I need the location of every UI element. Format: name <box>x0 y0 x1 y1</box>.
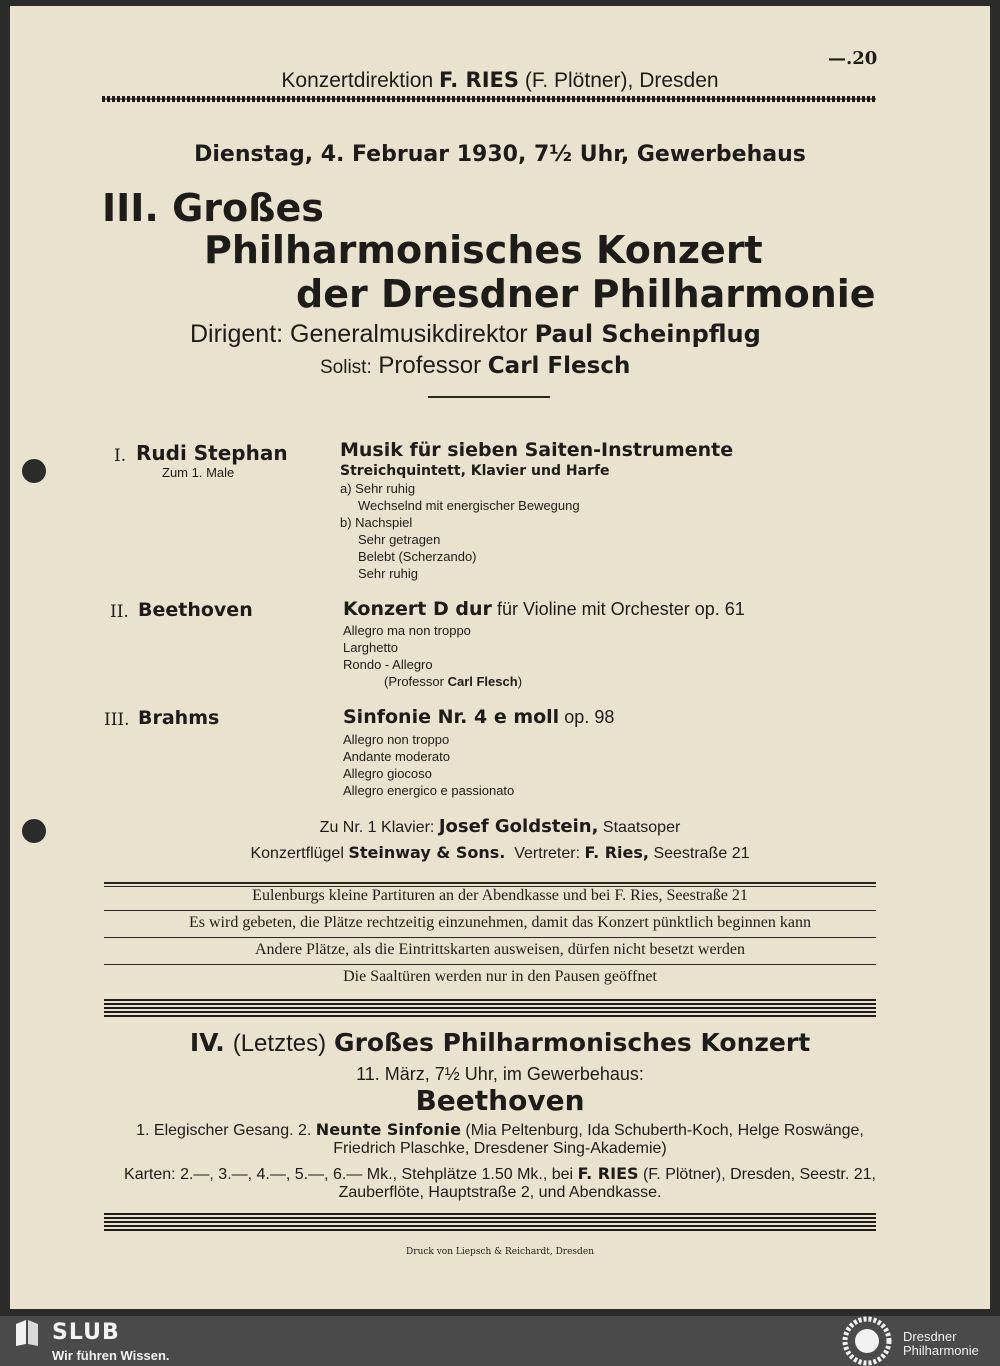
item-3-work: Sinfonie Nr. 4 e moll <box>343 706 560 728</box>
item-2-work: Konzert D dur <box>343 598 492 620</box>
works-prefix: 1. Elegischer Gesang. 2. <box>136 1122 312 1139</box>
punch-hole <box>22 819 46 843</box>
notice-rule <box>104 910 876 911</box>
next-concert-title <box>10 1028 990 1058</box>
item-2-work-line <box>343 598 745 620</box>
piano-name: Josef Goldstein, <box>438 816 599 837</box>
piano-suffix: Staatsoper <box>602 819 681 836</box>
conductor-line <box>190 320 761 349</box>
dresdner-philharmonie-wordmark[interactable] <box>903 1330 979 1358</box>
instrument-credit <box>10 843 990 863</box>
wordmark-line-1: Dresdner <box>903 1329 957 1344</box>
soloist-label: Solist: <box>320 357 372 378</box>
works-highlight: Neunte Sinfonie <box>315 1120 461 1139</box>
printer-credit: Druck von Liepsch & Reichardt, Dresden <box>406 1247 594 1257</box>
slub-tagline: Wir führen Wissen. <box>52 1348 170 1363</box>
next-tickets-line2: Zauberflöte, Hauptstraße 2, und Abendkasse. <box>338 1184 662 1201</box>
item-1-subtitle: Streichquintett, Klavier und Harfe <box>340 463 610 479</box>
item-1-composer: Rudi Stephan <box>136 441 288 465</box>
piano-prefix: Zu Nr. 1 Klavier: <box>319 819 435 836</box>
next-composer: Beethoven <box>415 1084 585 1117</box>
performer-suffix: ) <box>517 674 523 689</box>
next-title: Großes Philharmonisches Konzert <box>334 1028 811 1057</box>
item-3-movement: Andante moderato <box>343 749 450 764</box>
item-3-work-rest: op. 98 <box>564 707 615 727</box>
item-1-number: I. <box>114 446 127 466</box>
conductor-name: Paul Scheinpflug <box>534 320 761 348</box>
notice-rule <box>104 964 876 965</box>
item-2-composer: Beethoven <box>138 599 253 621</box>
notice-rule <box>104 882 876 884</box>
next-date: 11. März, 7½ Uhr, im Gewerbehaus: <box>356 1064 644 1084</box>
title-line-1: III. Großes <box>102 186 324 230</box>
item-3-composer: Brahms <box>138 707 220 729</box>
item-2-movement: Larghetto <box>343 640 398 655</box>
soloist-line <box>320 352 630 380</box>
header-rule <box>102 96 876 102</box>
soloist-name: Carl Flesch <box>487 353 631 379</box>
performer-prefix: (Professor <box>384 674 444 689</box>
item-1-movement: a) Sehr ruhig <box>340 481 416 496</box>
rep-address: Seestraße 21 <box>653 845 750 862</box>
agency-prefix: Konzertdirektion <box>281 69 434 92</box>
item-3-movement: Allegro energico e passionato <box>343 783 515 798</box>
item-1-movement: Wechselnd mit energischer Bewegung <box>358 498 580 513</box>
concert-program-sheet <box>10 6 990 1309</box>
grand-name: Steinway & Sons. <box>348 843 506 862</box>
item-3-movement: Allegro non troppo <box>343 732 450 747</box>
event-date: Dienstag, 4. Februar 1930, 7½ Uhr, Gewerbehaus <box>194 142 806 167</box>
agency-line <box>10 68 990 93</box>
item-1-movement: Sehr getragen <box>358 532 441 547</box>
item-2-movement: Rondo - Allegro <box>343 657 433 672</box>
notice-seats: Andere Plätze, als die Eintrittskarten ausweisen, dürfen nicht besetzt werden <box>254 941 746 958</box>
item-1-note: Zum 1. Male <box>162 465 235 480</box>
item-3-movement: Allegro giocoso <box>343 766 432 781</box>
item-3-work-line <box>343 706 614 728</box>
agency-name: F. RIES <box>438 68 519 92</box>
slub-logo-text[interactable]: SLUB <box>52 1320 120 1345</box>
performer-name: Carl Flesch <box>447 674 518 689</box>
slub-logo-icon <box>12 1318 42 1348</box>
item-1-movement: Sehr ruhig <box>358 566 418 581</box>
next-works-line2: Friedrich Plaschke, Dresdener Sing-Akademie) <box>333 1140 667 1157</box>
item-1-work: Musik für sieben Saiten-Instrumente <box>340 439 734 461</box>
tickets-vendor: F. RIES <box>577 1164 639 1183</box>
item-2-number: II. <box>110 602 129 622</box>
page-number: —.20 <box>828 48 878 69</box>
wordmark-line-2: Philharmonie <box>903 1343 979 1358</box>
notice-scores: Eulenburgs kleine Partituren an der Abendkasse und bei F. Ries, Seestraße 21 <box>252 887 748 904</box>
item-1-movement: b) Nachspiel <box>340 515 413 530</box>
item-2-performer <box>384 673 522 690</box>
conductor-title: Generalmusikdirektor <box>290 320 528 348</box>
next-number: IV. <box>189 1028 225 1057</box>
item-2-movement: Allegro ma non troppo <box>343 623 471 638</box>
item-1-movement: Belebt (Scherzando) <box>358 549 477 564</box>
agency-suffix: (F. Plötner), Dresden <box>524 69 719 92</box>
soloist-title: Professor <box>378 352 482 379</box>
conductor-label: Dirigent: <box>190 320 284 348</box>
heavy-rule-bottom <box>104 1213 876 1233</box>
archive-footer-bar <box>0 1316 1000 1366</box>
rep-name: F. Ries, <box>584 843 649 862</box>
tickets-rest: (F. Plötner), Dresden, Seestr. 21, <box>642 1166 876 1183</box>
punch-hole <box>22 459 46 483</box>
title-line-3: der Dresdner Philharmonie <box>296 272 876 316</box>
tickets-prefix: Karten: 2.—, 3.—, 4.—, 5.—, 6.— Mk., Stehplätze 1.50 Mk., bei <box>124 1166 574 1183</box>
title-line-2: Philharmonisches Konzert <box>204 228 763 272</box>
works-rest: (Mia Peltenburg, Ida Schuberth-Koch, Helge Roswänge, <box>465 1122 864 1139</box>
notice-doors: Die Saaltüren werden nur in den Pausen geöffnet <box>343 968 657 985</box>
title-divider <box>428 396 550 398</box>
grand-prefix: Konzertflügel <box>250 845 344 862</box>
rep-label: Vertreter: <box>514 845 581 862</box>
notice-rule <box>104 937 876 938</box>
dresdner-philharmonie-logo-icon <box>842 1316 892 1366</box>
item-2-work-rest: für Violine mit Orchester op. 61 <box>496 599 745 619</box>
notice-punctuality: Es wird gebeten, die Plätze rechtzeitig einzunehmen, damit das Konzert pünktlich beginnen kann <box>188 914 811 931</box>
next-qualifier: (Letztes) <box>232 1030 327 1057</box>
heavy-rule <box>104 999 876 1019</box>
piano-credit <box>10 816 990 837</box>
next-works <box>10 1120 990 1140</box>
item-3-number: III. <box>104 710 130 730</box>
next-tickets <box>10 1164 990 1184</box>
